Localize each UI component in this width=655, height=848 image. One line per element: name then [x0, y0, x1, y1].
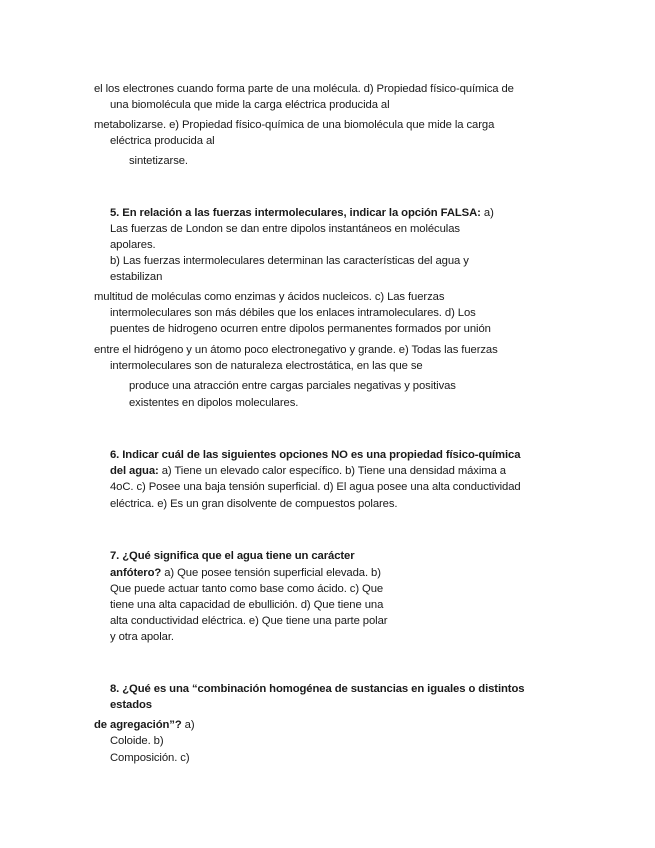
question-8-stem-end: de agregación”? [94, 719, 182, 731]
text-line: estabilizan [110, 271, 163, 283]
text-line: el los electrones cuando forma parte de una molécula. d) Propiedad físico-química de [94, 83, 514, 95]
text-line: y otra apolar. [110, 631, 174, 643]
text-fragment: a) Que posee tensión superficial elevada. b) [161, 567, 381, 579]
text-line: 4oC. c) Posee una baja tensión superficial. d) El agua posee una alta conductividad [110, 481, 521, 493]
text-line: eléctrica. e) Es un gran disolvente de compuestos polares. [110, 498, 398, 510]
text-line: Coloide. b) [110, 735, 164, 747]
text-line: una biomolécula que mide la carga eléctrica producida al [110, 99, 390, 111]
text-line: tiene una alta capacidad de ebullición. d) Que tiene una [110, 599, 384, 611]
text-line: intermoleculares son de naturaleza electrostática, en las que se [110, 360, 423, 372]
question-7-line-2 [110, 566, 381, 580]
text-line: multitud de moléculas como enzimas y ácidos nucleicos. c) Las fuerzas [94, 291, 445, 303]
question-6-stem-end: del agua: [110, 465, 159, 477]
question-8-line-3 [94, 718, 195, 732]
question-6-stem: 6. Indicar cuál de las siguientes opciones NO es una propiedad físico-química [110, 449, 521, 461]
option-a-label: a) [480, 207, 494, 219]
text-line: Que puede actuar tanto como base como ácido. c) Que [110, 583, 384, 595]
question-7-stem: 7. ¿Qué significa que el agua tiene un carácter [110, 550, 355, 562]
text-line: Las fuerzas de London se dan entre dipolos instantáneos en moléculas [110, 223, 460, 235]
text-line: metabolizarse. e) Propiedad físico-química de una biomolécula que mide la carga [94, 119, 495, 131]
text-line: produce una atracción entre cargas parciales negativas y positivas [129, 380, 456, 392]
option-a-label: a) [181, 719, 195, 731]
question-7-stem-end: anfótero? [110, 567, 162, 579]
text-line: eléctrica producida al [110, 135, 215, 147]
text-line: b) Las fuerzas intermoleculares determinan las características del agua y [110, 255, 469, 267]
text-line: puentes de hidrogeno ocurren entre dipolos permanentes formados por unión [110, 323, 491, 335]
text-line: entre el hidrógeno y un átomo poco electronegativo y grande. e) Todas las fuerzas [94, 344, 498, 356]
text-line: intermoleculares son más débiles que los enlaces intramoleculares. d) Los [110, 307, 476, 319]
question-6-line-2 [110, 464, 506, 478]
text-line: alta conductividad eléctrica. e) Que tiene una parte polar [110, 615, 388, 627]
text-fragment: a) Tiene un elevado calor específico. b) Tiene una densidad máxima a [158, 465, 506, 477]
text-line: apolares. [110, 239, 156, 251]
question-8-stem: 8. ¿Qué es una “combinación homogénea de sustancias en iguales o distintos [110, 683, 525, 695]
question-5-line-1 [110, 206, 494, 220]
text-line: existentes en dipolos moleculares. [129, 397, 299, 409]
text-line: Composición. c) [110, 752, 190, 764]
question-8-stem-cont: estados [110, 699, 152, 711]
text-line: sintetizarse. [129, 155, 188, 167]
question-5-stem: 5. En relación a las fuerzas intermoleculares, indicar la opción FALSA: [110, 207, 481, 219]
